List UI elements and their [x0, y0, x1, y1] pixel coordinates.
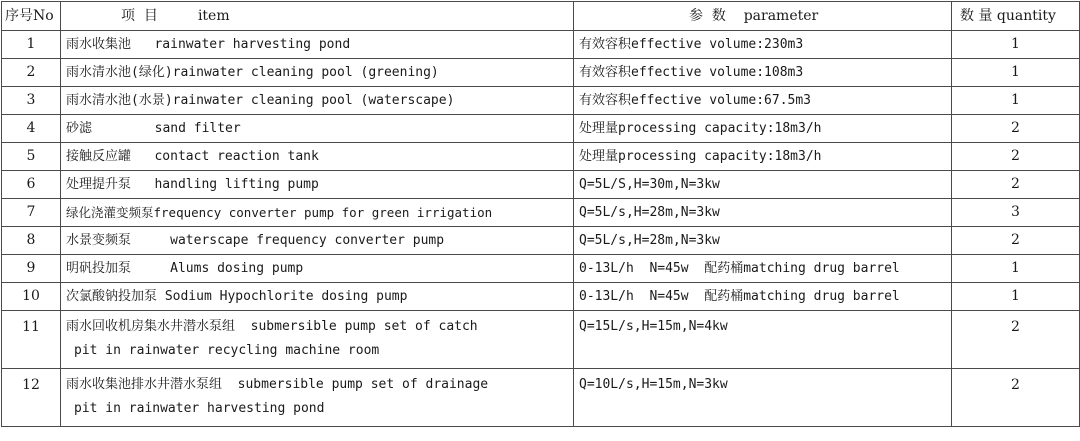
row-quantity: 1	[952, 283, 1080, 311]
row-parameter: 有效容积effective volume:108m3	[574, 59, 952, 87]
table-row	[2, 199, 1080, 227]
row-quantity: 1	[952, 59, 1080, 87]
row-no: 8	[2, 227, 61, 255]
row-no: 9	[2, 255, 61, 283]
table-row	[2, 59, 1080, 87]
row-no: 1	[2, 31, 61, 59]
row-item-line2: pit in rainwater harvesting pond	[74, 401, 325, 416]
row-parameter: 处理量processing capacity:18m3/h	[574, 143, 952, 171]
row-parameter: Q=5L/s,H=28m,N=3kw	[574, 199, 952, 227]
row-quantity: 2	[952, 369, 1080, 427]
row-no: 7	[2, 199, 61, 227]
table-row	[2, 115, 1080, 143]
row-quantity: 2	[952, 171, 1080, 199]
row-item-line2: pit in rainwater recycling machine room	[74, 343, 380, 358]
row-parameter: 0-13L/h N=45w 配药桶matching drug barrel	[574, 255, 952, 283]
row-item: 处理提升泵 handling lifting pump	[61, 171, 574, 199]
row-item: 雨水清水池(水景)rainwater cleaning pool (waterscape)	[61, 87, 574, 115]
header-parameter: 参 数 parameter	[574, 2, 952, 31]
row-no: 10	[2, 283, 61, 311]
table-row	[2, 255, 1080, 283]
row-quantity: 2	[952, 143, 1080, 171]
equipment-table	[1, 1, 1080, 427]
row-quantity: 3	[952, 199, 1080, 227]
row-quantity: 2	[952, 227, 1080, 255]
row-item: 明矾投加泵 Alums dosing pump	[61, 255, 574, 283]
row-quantity: 2	[952, 115, 1080, 143]
row-no: 11	[2, 311, 61, 369]
row-quantity: 2	[952, 311, 1080, 369]
row-item	[61, 311, 574, 369]
row-quantity: 1	[952, 87, 1080, 115]
row-item	[61, 369, 574, 427]
row-item: 绿化浇灌变频泵frequency converter pump for green irrigation	[61, 199, 574, 227]
row-parameter: Q=10L/s,H=15m,N=3kw	[574, 369, 952, 427]
row-no: 4	[2, 115, 61, 143]
row-no: 12	[2, 369, 61, 427]
row-parameter: 处理量processing capacity:18m3/h	[574, 115, 952, 143]
table-row	[2, 311, 1080, 369]
row-no: 2	[2, 59, 61, 87]
table-row	[2, 227, 1080, 255]
row-quantity: 1	[952, 31, 1080, 59]
header-quantity: 数 量 quantity	[952, 2, 1080, 31]
table-row	[2, 171, 1080, 199]
header-no: 序号No	[2, 2, 61, 31]
row-parameter: 有效容积effective volume:67.5m3	[574, 87, 952, 115]
table-row	[2, 31, 1080, 59]
table-row	[2, 369, 1080, 427]
row-parameter: 0-13L/h N=45w 配药桶matching drug barrel	[574, 283, 952, 311]
row-item: 砂滤 sand filter	[61, 115, 574, 143]
row-parameter: Q=5L/s,H=28m,N=3kw	[574, 227, 952, 255]
row-item: 接触反应罐 contact reaction tank	[61, 143, 574, 171]
row-parameter: Q=5L/S,H=30m,N=3kw	[574, 171, 952, 199]
row-item-line1: 雨水回收机房集水井潜水泵组 submersible pump set of catch	[66, 319, 478, 334]
row-item: 次氯酸钠投加泵 Sodium Hypochlorite dosing pump	[61, 283, 574, 311]
row-quantity: 1	[952, 255, 1080, 283]
table-header-row	[2, 2, 1080, 31]
row-item: 雨水收集池 rainwater harvesting pond	[61, 31, 574, 59]
table-row	[2, 143, 1080, 171]
row-item-line1: 雨水收集池排水井潜水泵组 submersible pump set of drainage	[66, 377, 489, 392]
header-item: 项 目 item	[61, 2, 574, 31]
row-item: 雨水清水池(绿化)rainwater cleaning pool (greening)	[61, 59, 574, 87]
row-parameter: 有效容积effective volume:230m3	[574, 31, 952, 59]
table-row	[2, 283, 1080, 311]
row-parameter: Q=15L/s,H=15m,N=4kw	[574, 311, 952, 369]
row-no: 5	[2, 143, 61, 171]
row-item: 水景变频泵 waterscape frequency converter pump	[61, 227, 574, 255]
row-no: 6	[2, 171, 61, 199]
table-row	[2, 87, 1080, 115]
row-no: 3	[2, 87, 61, 115]
